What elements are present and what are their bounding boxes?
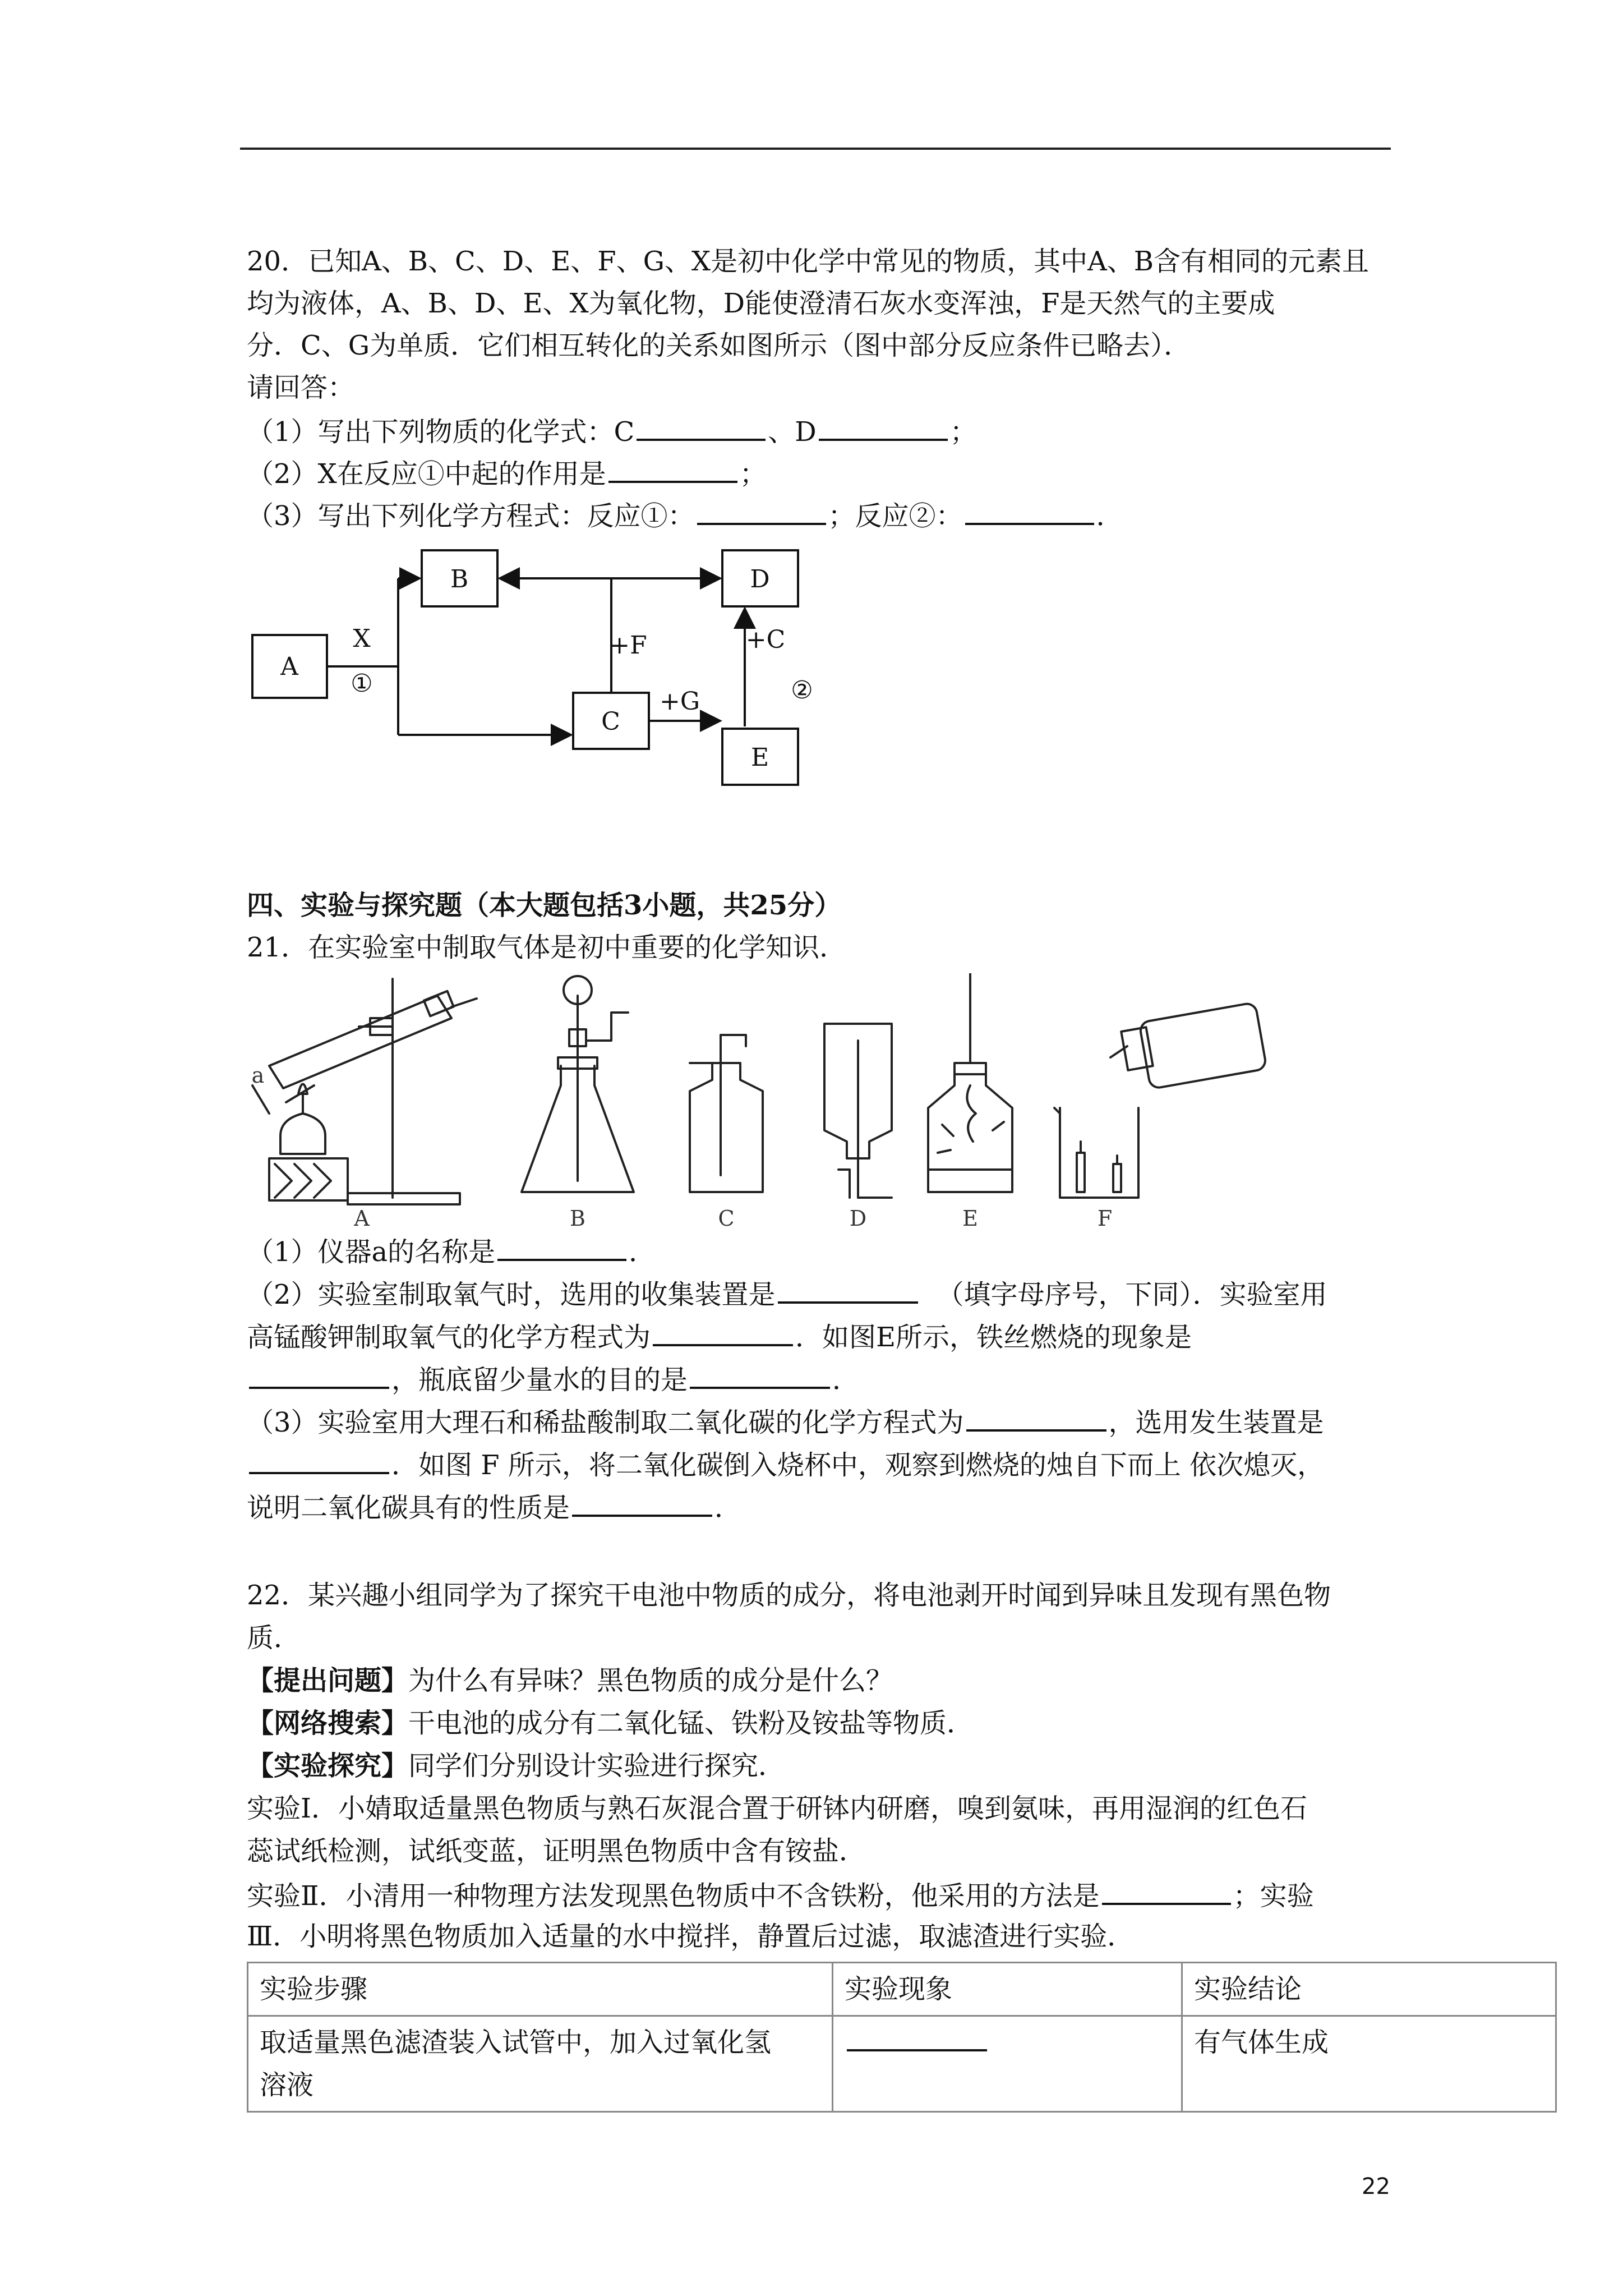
answer-blank[interactable] (637, 416, 766, 441)
q21-sub-2-line-2 (247, 1322, 1192, 1351)
table-cell-step (248, 2016, 833, 2112)
table-header-row (248, 1963, 1556, 2016)
q20-sub-3-text-3: ． (1096, 500, 1123, 532)
label-reaction-1: ① (351, 669, 373, 698)
q21-sub-3-text-4: 说明二氧化碳具有的性质是 (247, 1492, 570, 1524)
answer-blank[interactable] (965, 500, 1094, 525)
q22-explore-tag: 【实验探究】 (247, 1750, 409, 1782)
label-plus-F: +F (609, 631, 647, 660)
q20-line-2: 均为液体，A、B、D、E、X为氧化物，D能使澄清石灰水变浑浊，F是天然气的主要成 (247, 288, 1275, 319)
q20-sub-1 (247, 416, 977, 448)
q20-flow-diagram (241, 547, 847, 797)
answer-blank[interactable] (697, 500, 826, 525)
table-cell-phenomenon (833, 2016, 1182, 2112)
q21-sub-2-text-4: ．如图E所示，铁丝燃烧的现象是 (795, 1322, 1192, 1353)
q21-sub-3-text: （3）实验室用大理石和稀盐酸制取二氧化碳的化学方程式为 (247, 1407, 964, 1438)
q20-sub-1-text-2: 、D (768, 416, 817, 448)
label-D: D (750, 565, 770, 593)
label-A: A (280, 652, 298, 681)
label-B: B (450, 565, 469, 593)
table-header-cell: 实验现象 (833, 1963, 1182, 2016)
label-apparatus-D: D (849, 1206, 867, 1231)
q22-question-text: 为什么有异味？黑色物质的成分是什么？ (408, 1665, 893, 1696)
q22-question-tag: 【提出问题】 (247, 1665, 409, 1696)
apparatus-F (1054, 1002, 1267, 1198)
q21-sub-3-text-5: ． (714, 1492, 742, 1524)
label-apparatus-B: B (570, 1206, 585, 1231)
answer-blank[interactable] (847, 2027, 987, 2051)
q21-sub-1 (247, 1236, 656, 1266)
q20-line-1: 20．已知A、B、C、D、E、F、G、X是初中化学中常见的物质，其中A、B含有相同的元素且 (247, 246, 1370, 277)
answer-blank[interactable] (653, 1322, 793, 1346)
answer-blank[interactable] (249, 1364, 389, 1389)
q22-search-text: 干电池的成分有二氧化锰、铁粉及铵盐等物质． (408, 1708, 974, 1739)
answer-blank[interactable] (1102, 1880, 1231, 1905)
section-4-title: 四、实验与探究题（本大题包括3小题，共25分） (247, 890, 842, 921)
q22-search-tag: 【网络搜索】 (247, 1708, 409, 1739)
label-plus-C: +C (745, 625, 786, 654)
q20-sub-2-text-2: ； (739, 458, 767, 490)
header-rule (240, 148, 1391, 150)
q21-sub-2-line-3 (247, 1364, 860, 1396)
q21-line-1: 21．在实验室中制取气体是初中重要的化学知识． (247, 932, 847, 963)
q21-sub-2-text: （2）实验室制取氧气时，选用的收集装置是 (247, 1279, 776, 1310)
table-header-cell: 实验结论 (1182, 1963, 1556, 2016)
q21-sub-1-text-2: ． (629, 1236, 656, 1268)
q22-question (247, 1667, 893, 1694)
q21-sub-2-text-2: （填字母序号，下同）．实验室用 (937, 1279, 1327, 1310)
q21-sub-3-text-3: ．如图 F 所示，将二氧化碳倒入烧杯中，观察到燃烧的烛自下而上 依次熄灭， (391, 1450, 1325, 1481)
q22-exp2-text-2: ；实验 (1233, 1880, 1314, 1912)
q21-sub-3-text-2: ，选用发生装置是 (1108, 1407, 1324, 1438)
label-apparatus-F: F (1097, 1206, 1113, 1231)
label-apparatus-C: C (718, 1206, 735, 1231)
q22-explore (247, 1750, 786, 1782)
table-cell-step-line-1: 取适量黑色滤渣装入试管中，加入过氧化氢 (260, 2027, 772, 2058)
q22-exp2 (247, 1880, 1314, 1910)
q22-search (247, 1710, 974, 1737)
q22-exp3: Ⅲ．小明将黑色物质加入适量的水中搅拌，静置后过滤，取滤渣进行实验． (247, 1921, 1135, 1952)
q21-sub-2-line-1 (247, 1279, 1327, 1308)
label-X: X (353, 624, 371, 653)
table-header-cell: 实验步骤 (248, 1963, 833, 2016)
label-apparatus-E: E (962, 1206, 978, 1231)
q20-sub-2 (247, 458, 767, 490)
answer-blank[interactable] (778, 1279, 918, 1304)
q21-sub-3-line-2 (247, 1450, 1324, 1479)
answer-blank[interactable] (249, 1450, 389, 1474)
q20-sub-3 (247, 500, 1123, 530)
q20-line-3: 分．C、G为单质．它们相互转化的关系如图所示（图中部分反应条件已略去）． (247, 330, 1191, 361)
label-a: a (251, 1063, 265, 1088)
q20-sub-1-text: （1）写出下列物质的化学式：C (247, 416, 635, 448)
answer-blank[interactable] (966, 1407, 1106, 1432)
apparatus-E (928, 973, 1012, 1192)
table-cell-step-line-2: 溶液 (260, 2069, 314, 2101)
q20-sub-1-text-3: ； (949, 416, 977, 448)
q20-line-4: 请回答： (247, 372, 355, 403)
q21-sub-2-text-3: 高锰酸钾制取氧气的化学方程式为 (247, 1322, 651, 1353)
table-row (248, 2016, 1556, 2112)
apparatus-B (522, 976, 634, 1192)
answer-blank[interactable] (819, 416, 948, 441)
label-reaction-2: ② (791, 676, 813, 705)
label-plus-G: +G (659, 687, 700, 716)
label-C: C (601, 707, 620, 736)
experiment-table (247, 1962, 1557, 2113)
q21-sub-2-text-5: ，瓶底留少量水的目的是 (391, 1364, 688, 1396)
answer-blank[interactable] (572, 1492, 712, 1517)
apparatus-D (824, 1024, 892, 1198)
q21-apparatus-figure (247, 973, 1391, 1231)
answer-blank[interactable] (690, 1364, 830, 1389)
q20-sub-2-text: （2）X在反应①中起的作用是 (247, 458, 606, 490)
q22-explore-text: 同学们分别设计实验进行探究． (408, 1750, 786, 1782)
q22-exp2-text: 实验Ⅱ．小清用一种物理方法发现黑色物质中不含铁粉，他采用的方法是 (247, 1880, 1100, 1912)
apparatus-C (690, 1035, 763, 1192)
q22-exp1-line-2: 蕊试纸检测，试纸变蓝，证明黑色物质中含有铵盐． (247, 1835, 866, 1867)
q21-sub-2-text-6: ． (832, 1364, 860, 1396)
label-apparatus-A: A (354, 1206, 370, 1231)
table-cell-conclusion: 有气体生成 (1182, 2016, 1556, 2112)
q21-sub-3-line-3 (247, 1492, 742, 1524)
q22-line-2: 质． (247, 1622, 301, 1654)
label-E: E (750, 743, 769, 772)
q20-sub-3-text: （3）写出下列化学方程式：反应①： (247, 500, 695, 532)
answer-blank[interactable] (497, 1236, 626, 1261)
apparatus-A (252, 979, 477, 1204)
q22-line-1: 22．某兴趣小组同学为了探究干电池中物质的成分，将电池剥开时闻到异味且发现有黑色物 (247, 1580, 1331, 1611)
q22-exp1-line-1: 实验Ⅰ．小婧取适量黑色物质与熟石灰混合置于研钵内研磨，嗅到氨味，再用湿润的红色石 (247, 1793, 1307, 1824)
q21-sub-3-line-1 (247, 1407, 1324, 1436)
page-number: 22 (1362, 2174, 1390, 2200)
q20-sub-3-text-2: ；反应②： (828, 500, 963, 532)
answer-blank[interactable] (608, 458, 737, 483)
q21-sub-1-text: （1）仪器a的名称是 (247, 1236, 496, 1268)
